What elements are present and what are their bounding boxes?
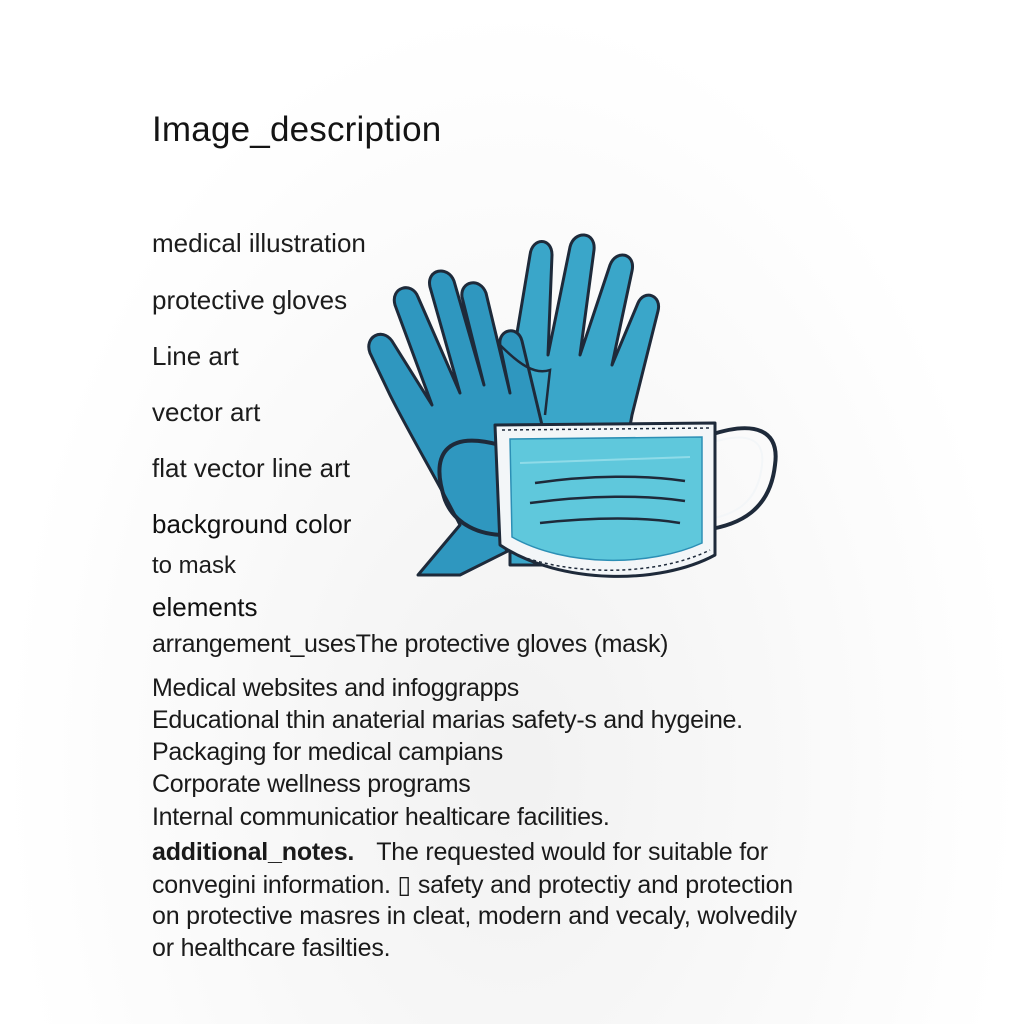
page-title: Image_description: [152, 110, 442, 149]
notes-line: The requested would for suitable for: [376, 838, 768, 866]
tag-medical-illustration: medical illustration: [152, 228, 366, 258]
notes-label: additional_notes.: [152, 838, 355, 866]
notes-first-line: [152, 838, 768, 867]
use-case-item: Corporate wellness programs: [152, 770, 471, 798]
notes-line: or healthcare fasilties.: [152, 934, 391, 962]
use-case-item: Medical websites and infoggrapps: [152, 674, 520, 702]
notes-line: convegini information. ▯ safety and protectiy and protection: [152, 871, 794, 899]
use-case-item: Packaging for medical campians: [152, 738, 503, 766]
arrangement-line: arrangement_usesThe protective gloves (mask): [152, 630, 669, 658]
tag-elements: elements: [152, 592, 258, 622]
ppe-illustration: [360, 225, 790, 595]
notes-line: on protective masres in cleat, modern and vecaly, wolvedily: [152, 902, 797, 930]
tag-to-mask: to mask: [152, 552, 237, 579]
use-case-item: Educational thin anaterial marias safety-s and hygeine.: [152, 706, 743, 734]
tag-line-art: Line art: [152, 341, 239, 371]
use-case-item: Internal communicatior healticare facilities.: [152, 803, 610, 831]
tag-flat-vector-line-art: flat vector line art: [152, 453, 350, 483]
tag-background-color: background color: [152, 509, 352, 539]
tag-protective-gloves: protective gloves: [152, 285, 348, 315]
tag-vector-art: vector art: [152, 397, 261, 427]
